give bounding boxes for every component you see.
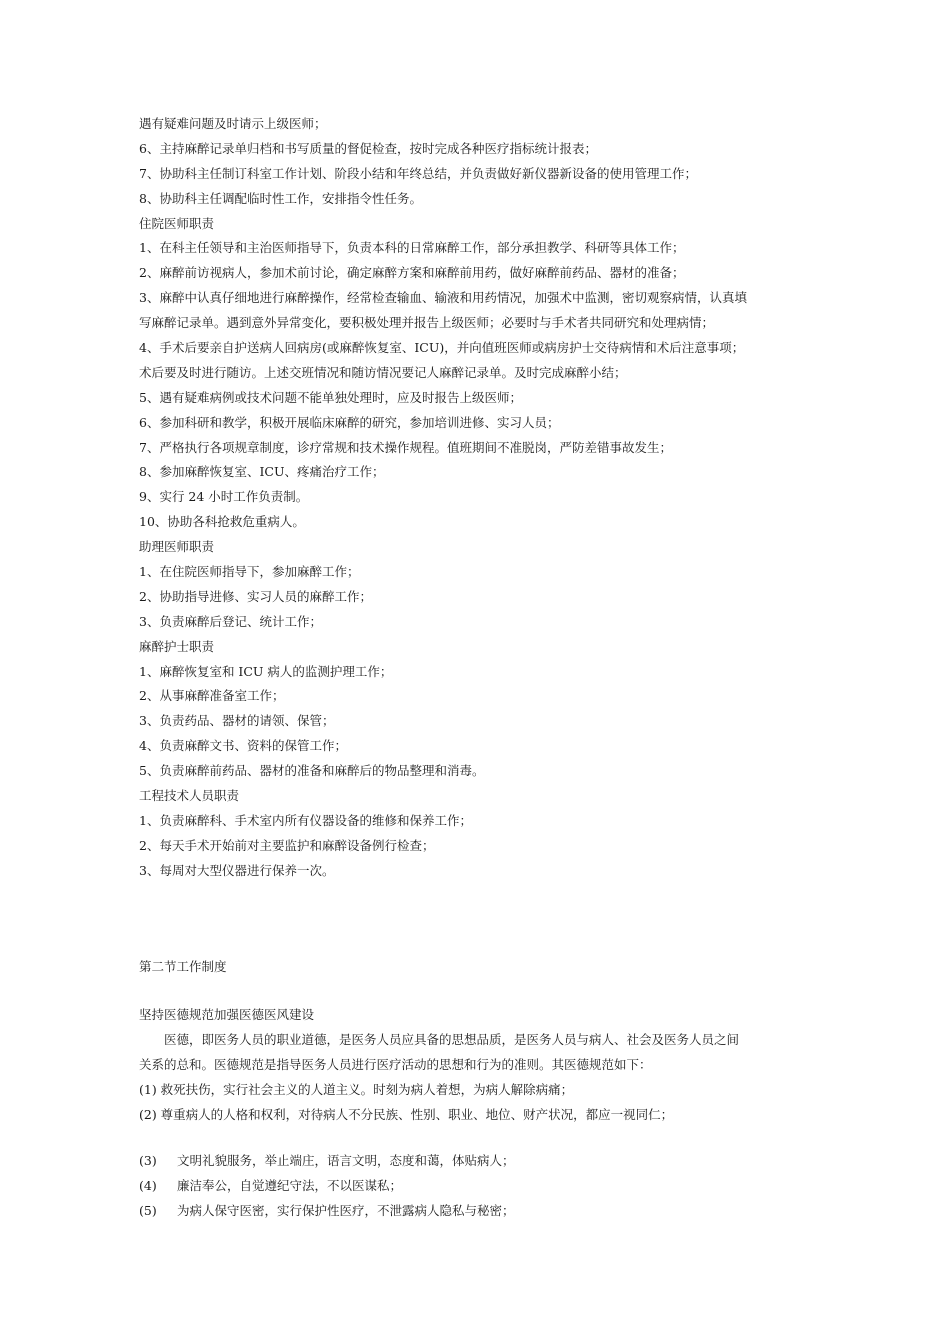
paragraph-line: 医德，即医务人员的职业道德，是医务人员应具备的思想品质，是医务人员与病人、社会及医务人员之间 (139, 1031, 740, 1047)
list-item (139, 1174, 829, 1199)
text-line: 术后要及时进行随访。上述交班情况和随访情况要记人麻醉记录单。及时完成麻醉小结； (139, 364, 627, 380)
list-item-text: 为病人保守医密，实行保护性医疗，不泄露病人隐私与秘密； (177, 1202, 515, 1218)
heading-assistant: 助理医师职责 (139, 539, 215, 555)
heading-engineer: 工程技术人员职责 (139, 788, 240, 804)
text-line: 写麻醉记录单。遇到意外异常变化，要积极处理并报告上级医师；必要时与手术者共同研究和处理病情； (139, 315, 715, 331)
list-item-number: (4) (139, 1177, 157, 1193)
text-line: 5、负责麻醉前药品、器材的准备和麻醉后的物品整理和消毒。 (139, 763, 485, 779)
text-line: 1、负责麻醉科、手术室内所有仪器设备的维修和保养工作； (139, 812, 472, 828)
paragraph-line: 关系的总和。医德规范是指导医务人员进行医疗活动的思想和行为的准则。其医德规范如下： (139, 1056, 652, 1072)
section2-text (139, 1003, 829, 1127)
text-line: 1、在科主任领导和主治医师指导下，负责本科的日常麻醉工作，部分承担教学、科研等具体工作； (139, 240, 685, 256)
text-line: 3、每周对大型仪器进行保养一次。 (139, 862, 335, 878)
list-item (139, 1149, 829, 1174)
text-line: 4、负责麻醉文书、资料的保管工作； (139, 738, 347, 754)
text-line: 5、遇有疑难病例或技术问题不能单独处理时，应及时报告上级医师； (139, 389, 522, 405)
text-line: 10、协助各科抢救危重病人。 (139, 514, 305, 530)
text-line: 遇有疑难问题及时请示上级医师； (139, 116, 327, 131)
text-line: 3、麻醉中认真仔细地进行麻醉操作，经常检查输血、输液和用药情况，加强术中监测，密切观察病情，认真填 (139, 290, 747, 306)
text-line: 7、协助科主任制订科室工作计划、阶段小结和年终总结，并负责做好新仪器新设备的使用管理工作； (139, 165, 697, 181)
text-line: 3、负责药品、器材的请领、保管； (139, 713, 335, 729)
list-item (139, 1199, 829, 1224)
text-line: 8、参加麻醉恢复室、ICU、疼痛治疗工作； (139, 464, 385, 480)
list-item-text: 文明礼貌服务，举止端庄，语言文明，态度和蔼，体贴病人； (177, 1153, 515, 1168)
text-line: 6、参加科研和教学，积极开展临床麻醉的研究，参加培训进修、实习人员； (139, 414, 560, 430)
section-subtitle: 坚持医德规范加强医德医风建设 (139, 1007, 315, 1022)
section-title-block (139, 955, 829, 980)
paragraph-line: (1) 救死扶伤，实行社会主义的人道主义。时刻为病人着想，为病人解除病痛； (139, 1081, 574, 1097)
list-item-number: (3) (139, 1153, 157, 1168)
heading-resident: 住院医师职责 (139, 215, 215, 231)
heading-nurse: 麻醉护士职责 (139, 638, 215, 654)
text-line: 6、主持麻醉记录单归档和书写质量的督促检查，按时完成各种医疗指标统计报表； (139, 140, 597, 156)
enumerated-list (139, 1149, 829, 1224)
text-line: 4、手术后要亲自护送病人回病房(或麻醉恢复室、ICU)，并向值班医师或病房护士交待病情和术后注意事项； (139, 340, 745, 356)
section-title: 第二节工作制度 (139, 959, 227, 974)
text-line: 1、在住院医师指导下，参加麻醉工作； (139, 564, 360, 580)
text-line: 2、麻醉前访视病人，参加术前讨论，确定麻醉方案和麻醉前用药，做好麻醉前药品、器材的准备； (139, 265, 685, 281)
text-line: 2、从事麻醉准备室工作； (139, 688, 285, 704)
text-line: 7、严格执行各项规章制度，诊疗常规和技术操作规程。值班期间不准脱岗，严防差错事故发生； (139, 439, 672, 455)
text-line: 1、麻醉恢复室和 ICU 病人的监测护理工作； (139, 663, 393, 679)
section1-text (139, 112, 829, 884)
text-line: 2、协助指导进修、实习人员的麻醉工作； (139, 588, 372, 604)
paragraph-line: (2) 尊重病人的人格和权利，对待病人不分民族、性别、职业、地位、财产状况，都应一视同仁； (139, 1106, 674, 1122)
text-line: 9、实行 24 小时工作负责制。 (139, 489, 309, 505)
text-line: 3、负责麻醉后登记、统计工作； (139, 613, 322, 629)
text-line: 8、协助科主任调配临时性工作，安排指令性任务。 (139, 190, 422, 206)
text-line: 2、每天手术开始前对主要监护和麻醉设备例行检查； (139, 837, 435, 853)
list-item-number: (5) (139, 1202, 157, 1218)
list-item-text: 廉洁奉公，自觉遵纪守法，不以医谋私； (177, 1177, 403, 1193)
